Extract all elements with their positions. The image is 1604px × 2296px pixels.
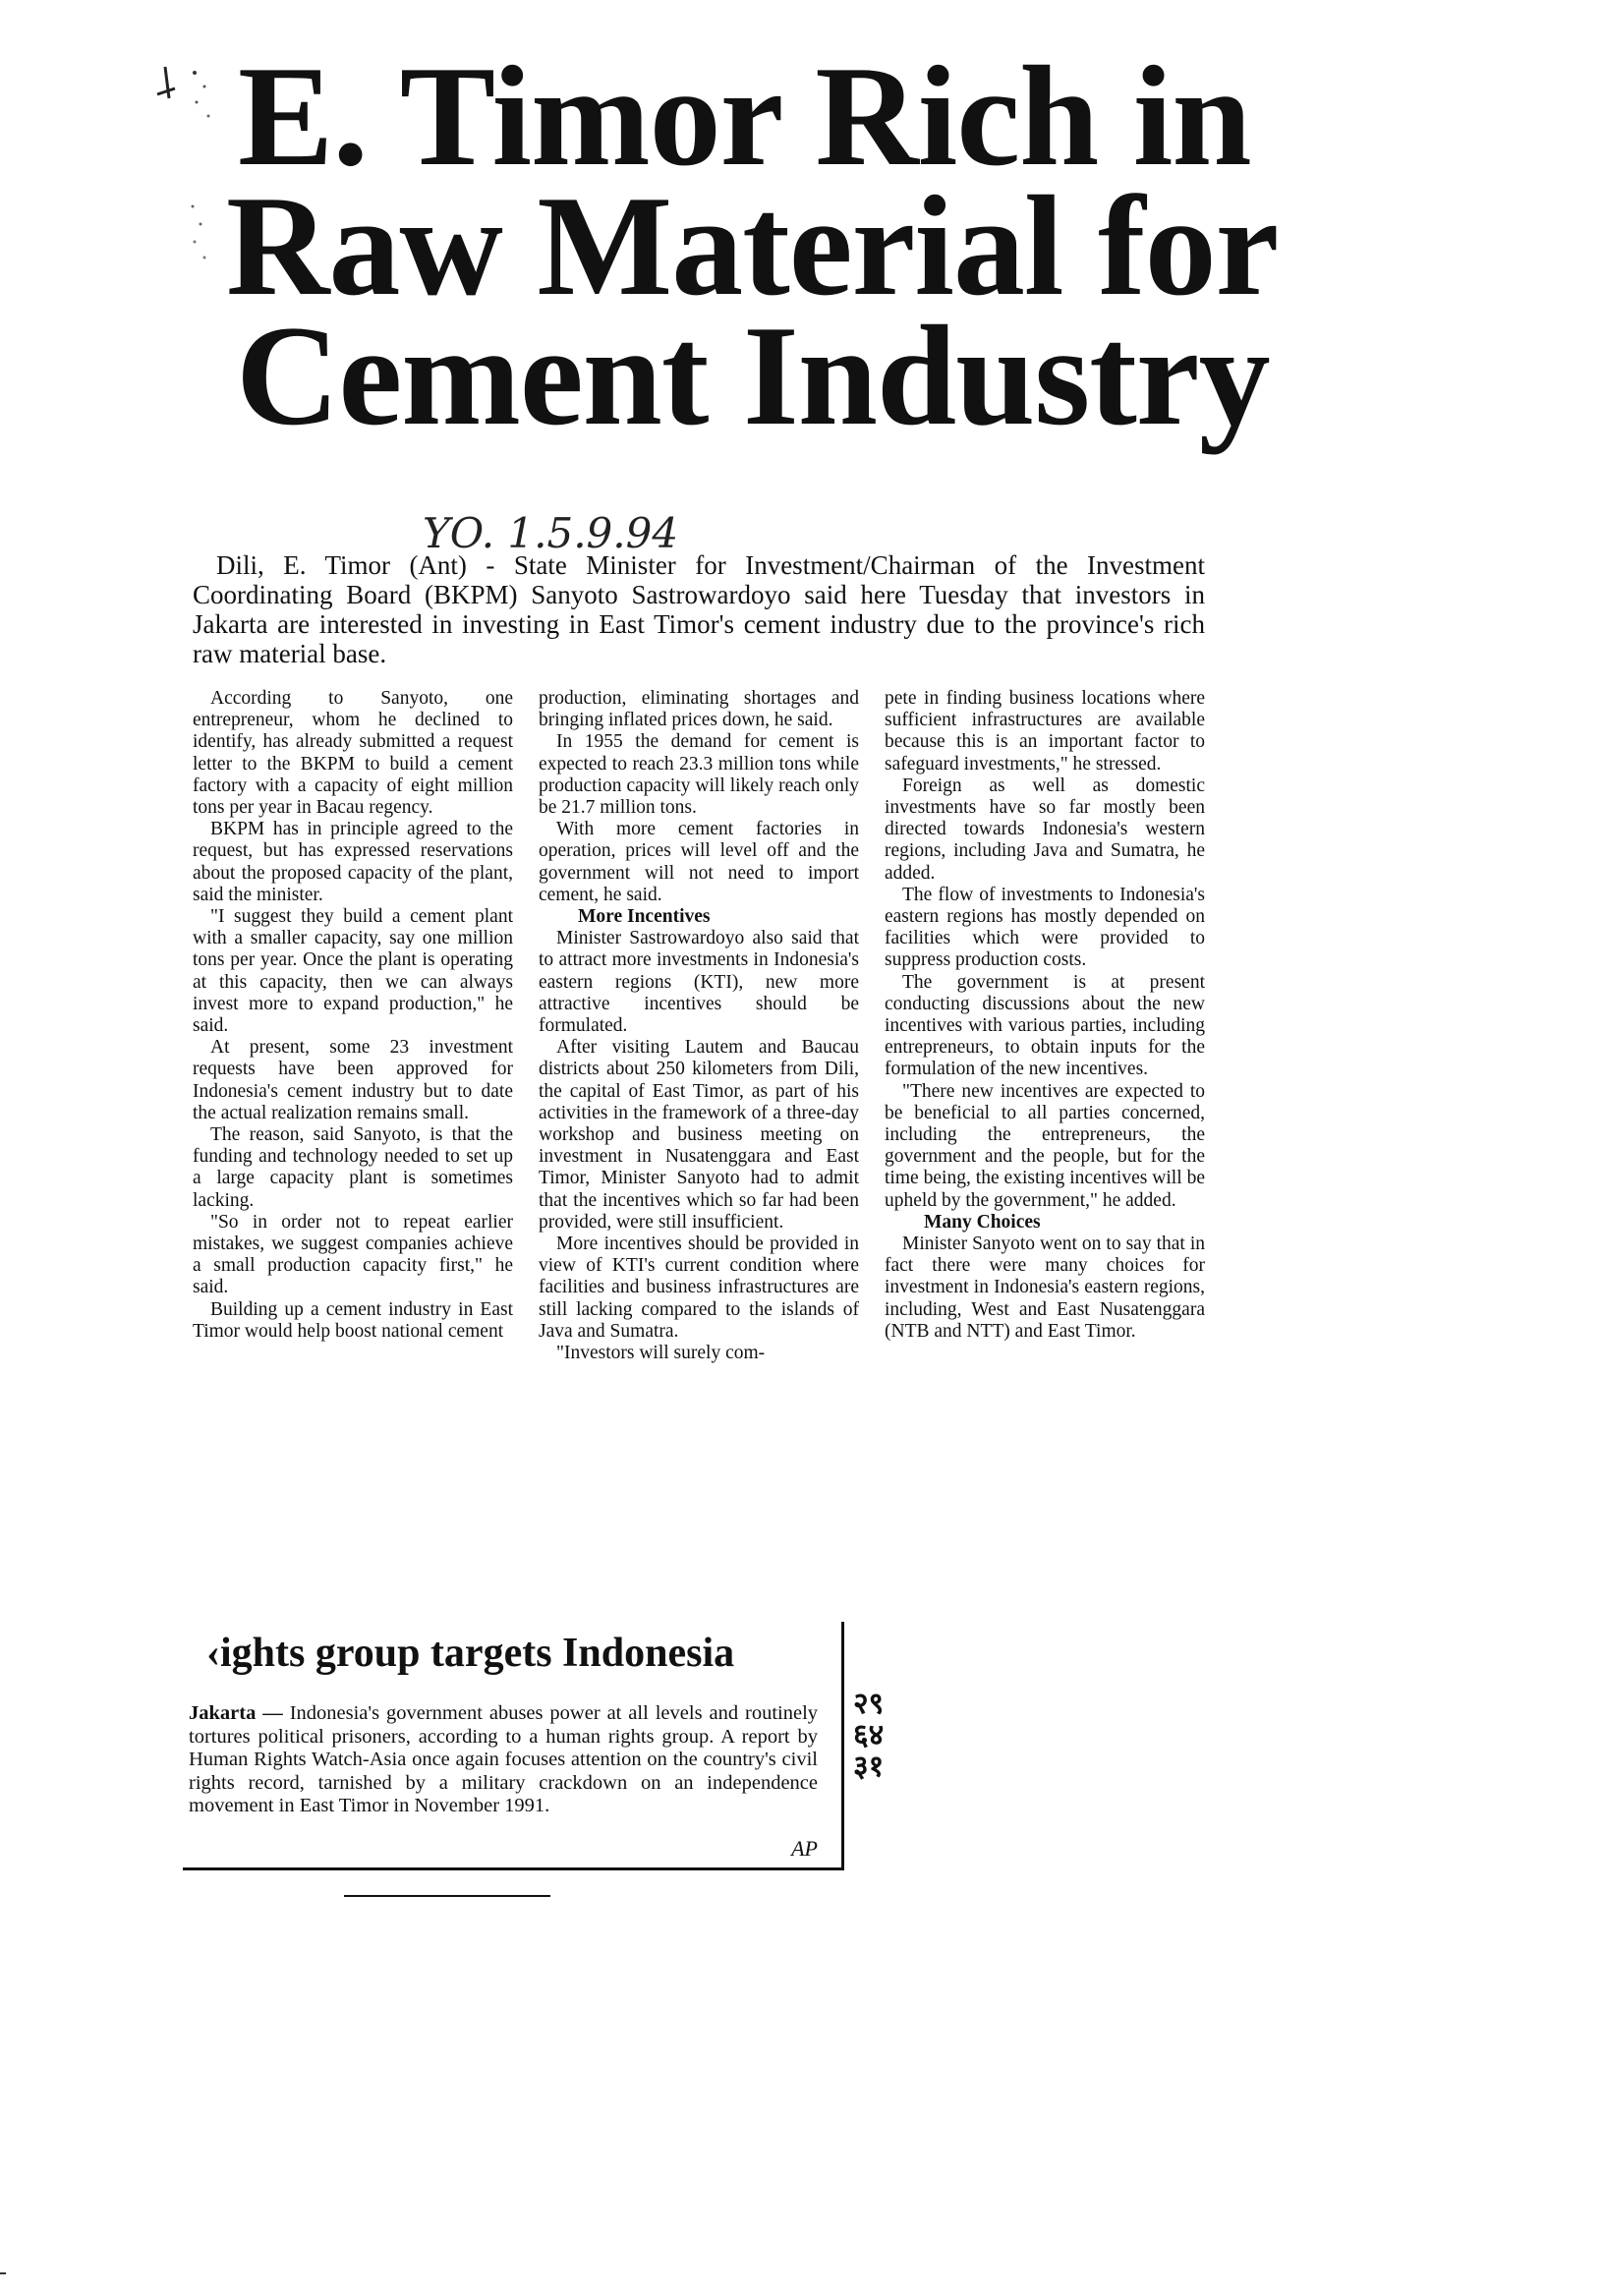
paragraph: pete in finding business locations where sufficient infrastructures are available because this is an important factor to safeguard investments," he stressed. [885,688,1205,775]
paragraph: Minister Sastrowardoyo also said that to attract more investments in Indonesia's eastern regions (KTI), new more attractive incentives should be formulated. [539,928,859,1037]
subheading: More Incentives [578,906,711,928]
paragraph: Minister Sanyoto went on to say that in fact there were many choices for investment in Indonesia's eastern regions, including, West and East Nusatenggara (NTB and NTT) and East Timor. [885,1234,1205,1342]
paragraph: "So in order not to repeat earlier mistakes, we suggest companies achieve a small production capacity first," he said. [193,1211,513,1298]
paragraph: The reason, said Sanyoto, is that the funding and technology needed to set up a large capacity plant is sometimes lacking. [193,1124,513,1211]
paragraph: "There new incentives are expected to be beneficial to all parties concerned, including the entrepreneurs, the government and the people, but for the time being, the existing incentives will be upheld by the government," he added. [885,1080,1205,1211]
sidebar-dateline: Jakarta — [189,1702,283,1724]
paragraph: Building up a cement industry in East Timor would help boost national cement [193,1298,513,1342]
headline-line-2: Raw Material for [226,166,1279,325]
sidebar-credit: AP [791,1836,818,1861]
paragraph: According to Sanyoto, one entrepreneur, whom he declined to identify, has already submitted a request letter to the BKPM to build a cement factory with a capacity of eight million tons per year in Bacau regency. [193,688,513,819]
sidebar-text: Indonesia's government abuses power at all levels and routinely tortures political prisoners, according to a human rights group. A report by Human Rights Watch-Asia once again focuses attention on the country's civil rights record, tarnished by a military crackdown on an independence movement in East Timor in November 1991. [189,1702,819,1816]
paragraph: At present, some 23 investment requests have been approved for Indonesia's cement industry but to date the actual realization remains small. [193,1037,513,1123]
sidebar-title: ‹ights group targets Indonesia [206,1631,735,1676]
paragraph: BKPM has in principle agreed to the request, but has expressed reservations about the proposed capacity of the plant, said the minister. [193,819,513,905]
paragraph: After visiting Lautem and Baucau districts about 250 kilometers from Dili, the capital of East Timor, as part of his activities in the framework of a three-day workshop and business meeting on investment in Nusatenggara and East Timor, Minister Sanyoto had to admit that the incentives which so far had been provided, were still insufficient. [539,1037,859,1233]
headline-line-1: E. Timor Rich in [238,36,1251,196]
paragraph: "Investors will surely com- [556,1343,766,1364]
sidebar-body [189,1702,818,1818]
scan-mark [0,2272,6,2274]
paragraph: More incentives should be provided in view of KTI's current condition where facilities and business infrastructures are still lacking compared to the islands of Java and Sumatra. [539,1234,859,1342]
paragraph: With more cement factories in operation, prices will level off and the government will not need to import cement, he said. [539,819,859,905]
divider [344,1895,550,1897]
paragraph: "I suggest they build a cement plant with a smaller capacity, say one million tons per year. Once the plant is operating at this capacity, then we can always invest more to expand production," he said. [193,906,513,1037]
article-column-3 [885,688,1205,1602]
paragraph: In 1955 the demand for cement is expected to reach 23.3 million tons while production capacity will likely reach only be 21.7 million tons. [539,731,859,819]
lede-paragraph: Dili, E. Timor (Ant) - State Minister for Investment/Chairman of the Investment Coordinating Board (BKPM) Sanyoto Sastrowardoyo said here Tuesday that investors in Jakarta are interested in investing in East Timor's cement industry due to the province's rich raw material base. [193,550,1205,668]
article-column-2 [539,688,859,1602]
article-columns [193,688,1205,1602]
paragraph: The government is at present conducting discussions about the new incentives with various parties, including entrepreneurs, to obtain inputs for the formulation of the new incentives. [885,971,1205,1080]
handwritten-margin-note: २९ ६४ ३१ [853,1687,885,1784]
scan-speckles [136,59,234,315]
headline [226,36,1279,455]
article-column-1 [193,688,513,1602]
paragraph: The flow of investments to Indonesia's eastern regions has mostly depended on facilities which were provided to suppress production costs. [885,884,1205,971]
sidebar-news-brief [183,1622,844,1870]
handwritten-date: YO. 1.5.9.94 [423,509,679,557]
paragraph: production, eliminating shortages and bringing inflated prices down, he said. [539,688,859,731]
paragraph: Foreign as well as domestic investments have so far mostly been directed towards Indonesia's western regions, including Java and Sumatra, he added. [885,775,1205,884]
headline-line-3: Cement Industry [236,296,1270,455]
subheading: Many Choices [924,1211,1041,1233]
